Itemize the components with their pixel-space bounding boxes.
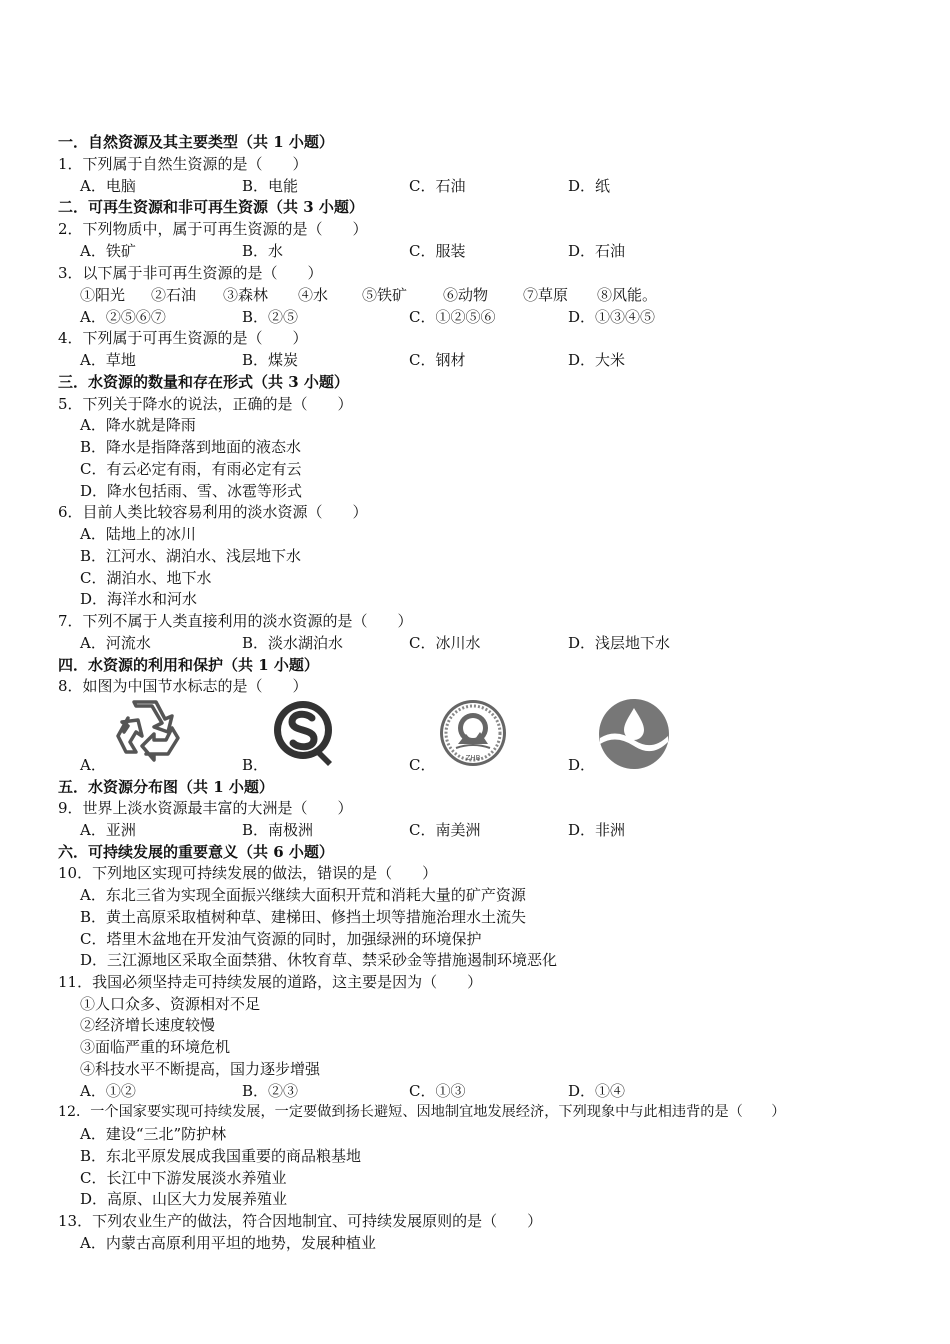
section-heading: 五．水资源分布图（共 1 小题） — [58, 778, 274, 796]
option-a: A．草地 — [80, 351, 136, 369]
section-heading: 四．水资源的利用和保护（共 1 小题） — [58, 656, 319, 674]
choice-item: ③森林 — [223, 286, 269, 304]
option-b: B．②③ — [242, 1082, 299, 1100]
question-stem: 1．下列属于自然生资源的是（ ） — [58, 155, 308, 173]
option-row — [0, 240, 950, 262]
option-a: A．建设“三北”防护林 — [80, 1125, 227, 1143]
choice-item: ⑥动物 — [443, 286, 489, 304]
choice-item: ⑧风能。 — [597, 286, 658, 304]
option-a: A．①② — [80, 1082, 136, 1100]
option-row — [0, 349, 950, 371]
section-heading: 二．可再生资源和非可再生资源（共 3 小题） — [58, 198, 364, 216]
option-c: C．服装 — [409, 242, 466, 260]
option-c: C．南美洲 — [409, 821, 481, 839]
option-d: D．纸 — [568, 177, 611, 195]
question-stem: 6．目前人类比较容易利用的淡水资源（ ） — [58, 503, 368, 521]
option-c: C．塔里木盆地在开发油气资源的同时，加强绿洲的环境保护 — [80, 930, 482, 948]
question-stem: 2．下列物质中，属于可再生资源的是（ ） — [58, 220, 368, 238]
option-a: A．铁矿 — [80, 242, 136, 260]
option-d: D．非洲 — [568, 821, 626, 839]
choice-item: ④水 — [298, 286, 329, 304]
option-b: B．黄土高原采取植树种草、建梯田、修挡土坝等措施治理水土流失 — [80, 908, 527, 926]
option-b: B．淡水湖泊水 — [242, 634, 344, 652]
option-b: B．降水是指降落到地面的液态水 — [80, 438, 302, 456]
option-c: C．冰川水 — [409, 634, 481, 652]
option-a: A．亚洲 — [80, 821, 136, 839]
option-d: D．①④ — [568, 1082, 626, 1100]
option-a: A．陆地上的冰川 — [80, 525, 196, 543]
choice-item: ②经济增长速度较慢 — [80, 1016, 216, 1034]
question-stem: 7．下列不属于人类直接利用的淡水资源的是（ ） — [58, 612, 413, 630]
option-c: C．①③ — [409, 1082, 466, 1100]
question-stem: 5．下列关于降水的说法，正确的是（ ） — [58, 395, 353, 413]
choice-item: ④科技水平不断提高，国力逐步增强 — [80, 1060, 321, 1078]
option-d: D．①③④⑤ — [568, 308, 656, 326]
section-heading: 一．自然资源及其主要类型（共 1 小题） — [58, 133, 334, 151]
question-stem: 8．如图为中国节水标志的是（ ） — [58, 677, 308, 695]
choice-items-row — [0, 284, 950, 306]
option-b: B．电能 — [242, 177, 299, 195]
question-stem: 12．一个国家要实现可持续发展，一定要做到扬长避短、因地制宜地发展经济，下列现象中与此相违背的是（ ） — [58, 1104, 786, 1120]
option-b: B．江河水、湖泊水、浅层地下水 — [80, 547, 302, 565]
option-c: C．长江中下游发展淡水养殖业 — [80, 1169, 287, 1187]
option-c: C．湖泊水、地下水 — [80, 569, 212, 587]
option-a: A．电脑 — [80, 177, 136, 195]
option-b: B．煤炭 — [242, 351, 299, 369]
option-a: A．降水就是降雨 — [80, 416, 196, 434]
choice-item: ⑦草原 — [523, 286, 569, 304]
option-b: B．②⑤ — [242, 308, 299, 326]
question-stem: 9．世界上淡水资源最丰富的大洲是（ ） — [58, 799, 353, 817]
option-row — [0, 175, 950, 197]
section-heading: 六．可持续发展的重要意义（共 6 小题） — [58, 843, 334, 861]
option-c: C．石油 — [409, 177, 466, 195]
option-c: C．①②⑤⑥ — [409, 308, 496, 326]
option-row — [0, 1080, 950, 1102]
option-row — [0, 754, 950, 776]
choice-item: ③面临严重的环境危机 — [80, 1038, 231, 1056]
option-row — [0, 306, 950, 328]
option-b: B． — [242, 756, 269, 774]
option-d: D．海洋水和河水 — [80, 590, 198, 608]
option-c: C．钢材 — [409, 351, 466, 369]
option-c: C． — [409, 756, 436, 774]
option-d: D．降水包括雨、雪、冰雹等形式 — [80, 482, 303, 500]
seal-text: ZHB — [465, 754, 481, 762]
choice-item: ①人口众多、资源相对不足 — [80, 995, 261, 1013]
option-d: D．浅层地下水 — [568, 634, 671, 652]
question-stem: 4．下列属于可再生资源的是（ ） — [58, 329, 308, 347]
option-row — [0, 819, 950, 841]
option-a: A．河流水 — [80, 634, 151, 652]
question-stem: 11．我国必须坚持走可持续发展的道路，这主要是因为（ ） — [58, 973, 483, 991]
option-a: A．东北三省为实现全面振兴继续大面积开荒和消耗大量的矿产资源 — [80, 886, 526, 904]
choice-item: ②石油 — [151, 286, 197, 304]
section-heading: 三．水资源的数量和存在形式（共 3 小题） — [58, 373, 349, 391]
option-row — [0, 632, 950, 654]
question-stem: 3．以下属于非可再生资源的是（ ） — [58, 264, 323, 282]
option-b: B．水 — [242, 242, 284, 260]
option-a: A．②⑤⑥⑦ — [80, 308, 166, 326]
option-a: A．内蒙古高原利用平坦的地势，发展种植业 — [80, 1234, 376, 1252]
option-b: B．东北平原发展成我国重要的商品粮基地 — [80, 1147, 362, 1165]
option-d: D．三江源地区采取全面禁猎、休牧育草、禁采砂金等措施遏制环境恶化 — [80, 951, 558, 969]
option-b: B．南极洲 — [242, 821, 314, 839]
option-d: D． — [568, 756, 596, 774]
question-stem: 13．下列农业生产的做法，符合因地制宜、可持续发展原则的是（ ） — [58, 1212, 543, 1230]
option-d: D．高原、山区大力发展养殖业 — [80, 1190, 288, 1208]
choice-item: ①阳光 — [80, 286, 126, 304]
option-d: D．石油 — [568, 242, 626, 260]
option-d: D．大米 — [568, 351, 626, 369]
option-c: C．有云必定有雨，有雨必定有云 — [80, 460, 302, 478]
option-a: A． — [80, 756, 106, 774]
question-stem: 10．下列地区实现可持续发展的做法，错误的是（ ） — [58, 864, 438, 882]
choice-item: ⑤铁矿 — [362, 286, 408, 304]
